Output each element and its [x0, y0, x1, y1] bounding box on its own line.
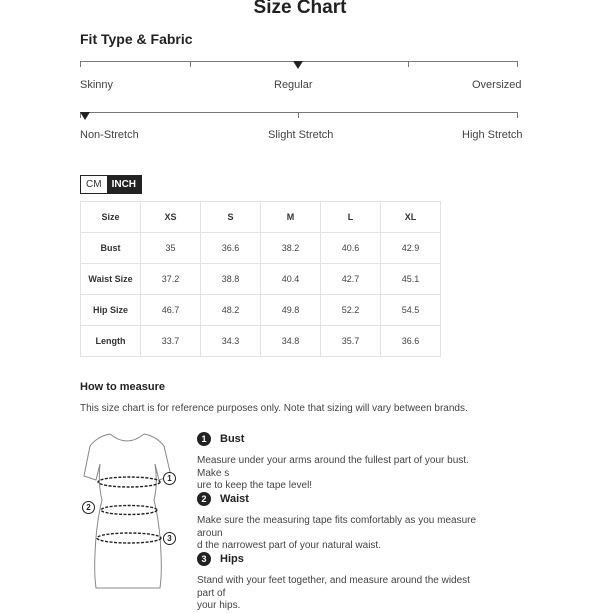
- step-2-desc-line1: Make sure the measuring tape fits comfortably as you measure aroun: [197, 515, 477, 539]
- table-cell: 38.8: [201, 264, 261, 295]
- fit-scale-tick: [517, 61, 518, 67]
- table-corner: Size: [81, 202, 141, 233]
- step-3-desc-line1: Stand with your feet together, and measure around the widest part of: [197, 575, 470, 599]
- table-cell: 48.2: [201, 295, 261, 326]
- step-2-desc-line2: d the narrowest part of your natural waist.: [197, 540, 381, 551]
- fit-label-skinny: Skinny: [80, 79, 114, 91]
- table-header-row: [81, 202, 441, 233]
- stretch-scale-tick: [517, 112, 518, 118]
- unit-toggle: [80, 175, 142, 194]
- step-1-desc: [197, 455, 487, 493]
- fit-scale-tick: [80, 61, 81, 67]
- fit-selected-marker: [293, 61, 303, 69]
- how-to-measure-title: How to measure: [80, 381, 165, 393]
- table-cell: 54.5: [381, 295, 441, 326]
- table-row: [81, 295, 441, 326]
- hip-marker-badge: 3: [163, 532, 176, 545]
- step-3-desc-line2: your hips.: [197, 600, 241, 611]
- stretch-label-slight: Slight Stretch: [268, 129, 334, 141]
- size-header: M: [261, 202, 321, 233]
- bust-tape: [98, 477, 160, 487]
- fit-scale-tick: [408, 61, 409, 67]
- fit-section-title: Fit Type & Fabric: [80, 31, 193, 47]
- table-row: [81, 233, 441, 264]
- table-cell: 34.3: [201, 326, 261, 357]
- step-1-desc-line1: Measure under your arms around the fullest part of your bust. Make s: [197, 455, 469, 479]
- stretch-scale-tick: [298, 112, 299, 118]
- fit-label-regular: Regular: [274, 79, 313, 91]
- table-cell: 35: [141, 233, 201, 264]
- size-header: XS: [141, 202, 201, 233]
- unit-inch-button[interactable]: INCH: [107, 176, 141, 193]
- table-cell: 40.6: [321, 233, 381, 264]
- step-2-title: Waist: [220, 493, 249, 505]
- table-cell: 42.7: [321, 264, 381, 295]
- row-label: Length: [81, 326, 141, 357]
- table-cell: 38.2: [261, 233, 321, 264]
- size-header: L: [321, 202, 381, 233]
- table-cell: 46.7: [141, 295, 201, 326]
- waist-marker-badge: 2: [82, 501, 95, 514]
- step-3-desc: [197, 575, 487, 613]
- stretch-label-non: Non-Stretch: [80, 129, 139, 141]
- table-cell: 33.7: [141, 326, 201, 357]
- table-cell: 36.6: [201, 233, 261, 264]
- table-cell: 45.1: [381, 264, 441, 295]
- table-row: [81, 264, 441, 295]
- fit-label-oversized: Oversized: [472, 79, 522, 91]
- bust-marker-badge: 1: [163, 472, 176, 485]
- fit-scale-tick: [190, 61, 191, 67]
- table-cell: 35.7: [321, 326, 381, 357]
- how-to-measure-note: This size chart is for reference purposes only. Note that sizing will vary between brands.: [80, 403, 468, 414]
- waist-tape: [101, 506, 157, 515]
- row-label: Bust: [81, 233, 141, 264]
- table-cell: 52.2: [321, 295, 381, 326]
- row-label: Waist Size: [81, 264, 141, 295]
- step-1-title: Bust: [220, 433, 245, 445]
- table-cell: 42.9: [381, 233, 441, 264]
- stretch-label-high: High Stretch: [462, 129, 523, 141]
- step-3-badge: 3: [197, 552, 211, 566]
- table-cell: 36.6: [381, 326, 441, 357]
- step-3-title: Hips: [220, 553, 244, 565]
- stretch-selected-marker: [80, 112, 90, 120]
- table-cell: 40.4: [261, 264, 321, 295]
- size-header: S: [201, 202, 261, 233]
- size-table: [80, 201, 441, 357]
- table-cell: 34.8: [261, 326, 321, 357]
- page-title: Size Chart: [253, 0, 347, 18]
- unit-cm-button[interactable]: CM: [81, 176, 107, 193]
- step-1-desc-line2: ure to keep the tape level!: [197, 480, 313, 491]
- hip-tape: [97, 533, 161, 543]
- table-row: [81, 326, 441, 357]
- table-cell: 37.2: [141, 264, 201, 295]
- step-2-badge: 2: [197, 492, 211, 506]
- step-2-desc: [197, 515, 487, 553]
- row-label: Hip Size: [81, 295, 141, 326]
- table-cell: 49.8: [261, 295, 321, 326]
- stretch-scale-line: [80, 112, 518, 113]
- step-1-badge: 1: [197, 432, 211, 446]
- size-header: XL: [381, 202, 441, 233]
